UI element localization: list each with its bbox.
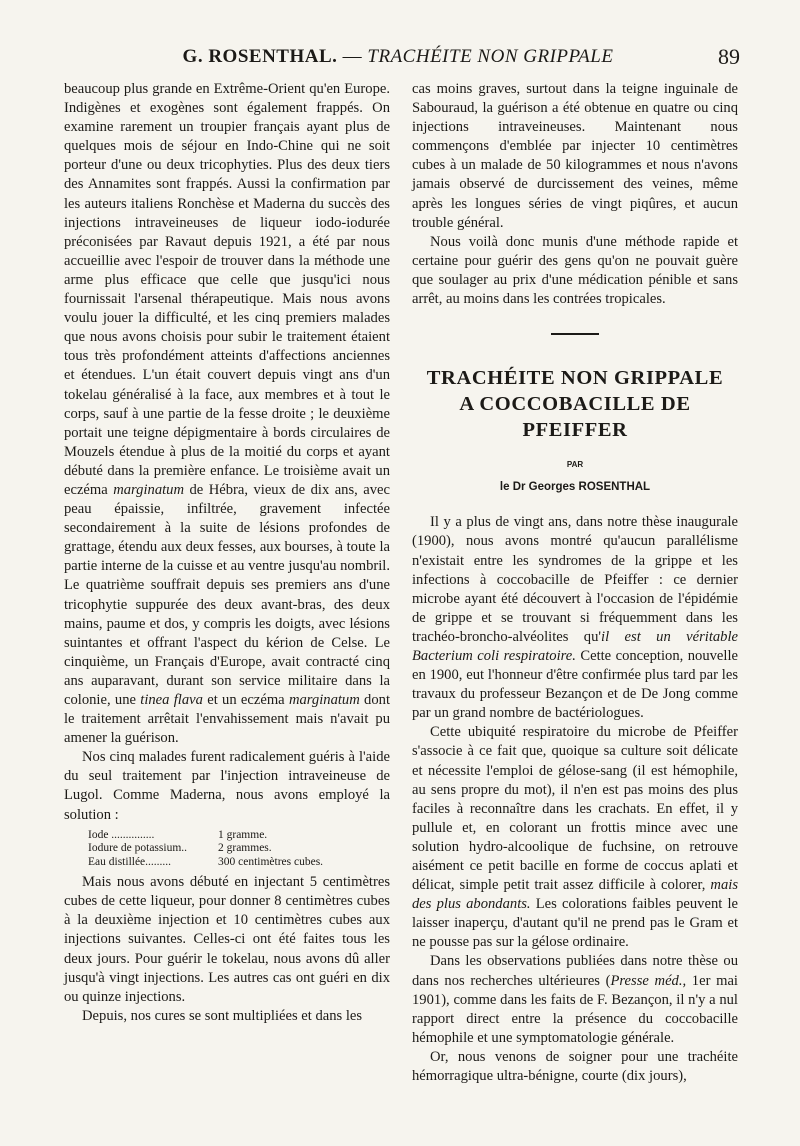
- running-header: [66, 46, 730, 72]
- right-p3-italic: il est un véritable Bacterium coli respiratoire.: [412, 628, 738, 664]
- recipe-list: [88, 829, 390, 870]
- article-title-line-3: PFEIFFER: [522, 419, 628, 442]
- recipe-row: [88, 856, 390, 870]
- left-p1-text-b: de Hébra, vieux de dix ans, avec peau épaissie, infiltrée, gravement infectée secondairement à la suite de lésions profondes de grattage, étendu aux deux fesses, aux bourses, à toute la partie interne de la cuisse et au ventre jusqu'au nombril. Le quatrième souffrait depuis ses premiers ans d'une tricophytie suppurée des deux avant-bras, des deux mains, paume et dos, y compris les doigts, avec lésions suintantes et offrant l'aspect du kérion de Celse. Le cinquième, un Français d'Europe, avait contracté cinq ans auparavant, durant son service militaire dans la colonie, une: [64, 481, 390, 708]
- recipe-item: Iode ...............: [88, 828, 155, 841]
- recipe-qty: 300 centimètres cubes.: [218, 855, 324, 868]
- left-p1-italic-2: tinea flava: [140, 692, 203, 708]
- left-paragraph-2: Nos cinq malades furent radicalement guéris à l'aide du seul traitement par l'injection intraveineuse de Lugol. Comme Maderna, nous avons employé la solution :: [64, 749, 390, 823]
- right-paragraph-6: Or, nous venons de soigner pour une trachéite hémorragique ultra-bénigne, courte (dix jours),: [412, 1048, 738, 1085]
- recipe-qty: 1 gramme.: [218, 828, 268, 841]
- right-p3-text-a: Il y a plus de vingt ans, dans notre thèse inaugurale (1900), nous avons montré qu'aucun parallélisme n'existait entre les syndromes de la grippe et les infections à coccobacille de Pfeiffer : ce dernier microbe ayant été découvert à l'occasion de l'épidémie de grippe et se trouvant si fréquemment dans les trachéo-broncho-alvéolites qu': [412, 514, 738, 645]
- right-p5-text-a: Dans les observations publiées dans notre thèse ou dans nos recherches ultérieures (: [412, 953, 738, 989]
- par-label: PAR: [566, 460, 584, 470]
- right-p4-text-b: Les colorations faibles peuvent le laisser inaperçu, d'autant qu'il ne prend pas le Gram et ne pousse pas sur la gélose ordinaire.: [412, 896, 738, 951]
- right-paragraph-1: cas moins graves, surtout dans la teigne inguinale de Sabouraud, la guérison a été obtenue en quatre ou cinq injections intraveineuses. Maintenant nous commençons d'emblée par injecter 10 centimètres cubes à un malade de 50 kilogrammes et nous n'avons jamais observé de durcissement des veines, même après les longues séries de vingt piqûres, et aucun trouble général.: [412, 81, 738, 231]
- article-title-line-1: TRACHÉITE NON GRIPPALE: [426, 367, 724, 390]
- article-title-line-2: A COCCOBACILLE DE: [459, 393, 691, 416]
- right-p4-italic: mais des plus abondants.: [412, 877, 738, 913]
- left-p1-italic-1: marginatum: [113, 481, 185, 498]
- header-author: G. ROSENTHAL.: [182, 46, 338, 67]
- right-paragraph-3: [412, 513, 738, 723]
- right-p4-text-a: Cette ubiquité respiratoire du microbe de Pfeiffer s'associe à ce fait que, quoique sa culture soit délicate et nécessite l'emploi de gélose-sang (il est hémophile, au sens propre du mot), il n'en est pas moins des plus faciles à reconnaître dans les crachats. En effet, il y pullule et, en colorant un frottis mince avec une solution hydro-alcoolique de fuchsine, on retrouve aisément ce petit bacille en forme de coccus aplati et délicat, simple petit trait assez difficile à colorer,: [412, 724, 738, 894]
- right-p5-text-b: 1er mai 1901), comme dans les faits de F. Bezançon, il n'y a nul rapport direct entre la présence du coccobacille hémophile et une symptomatologie générale.: [412, 972, 738, 1046]
- left-paragraph-1: [64, 80, 390, 748]
- right-column: [412, 80, 738, 1086]
- left-p1-italic-3: marginatum: [288, 692, 360, 708]
- right-p5-italic: Presse méd.,: [610, 972, 687, 989]
- section-divider: [551, 333, 599, 335]
- recipe-row: [88, 829, 390, 843]
- left-p1-text-d: dont le traitement arrêtait l'envahissement mais n'avait pu amener la guérison.: [64, 692, 390, 747]
- recipe-item: Eau distillée.........: [88, 855, 172, 868]
- recipe-item: Iodure de potassium..: [88, 842, 188, 855]
- right-paragraph-2: Nous voilà donc munis d'une méthode rapide et certaine pour guérir des gens qu'on ne pouvait guère que soulager au prix d'une médication pénible et sans arrêt, au moins dans les contrées tropicales.: [412, 233, 738, 308]
- right-p3-text-b: Cette conception, nouvelle en 1900, eut l'honneur d'être confirmée plus tard par les travaux du professeur Bezançon et de De Jong comme par un grand nombre de bactériologues.: [412, 647, 738, 722]
- left-paragraph-4: Depuis, nos cures se sont multipliées et dans les: [82, 1007, 363, 1024]
- header-title: TRACHÉITE NON GRIPPALE: [367, 46, 614, 67]
- recipe-qty: 2 grammes.: [218, 842, 272, 855]
- page-number: 89: [718, 44, 740, 69]
- left-p1-text-c: et un eczéma: [202, 692, 289, 708]
- byline: le Dr Georges ROSENTHAL: [499, 481, 651, 494]
- recipe-row: [88, 842, 390, 856]
- left-paragraph-3: Mais nous avons débuté en injectant 5 centimètres cubes de cette liqueur, pour donner 8 centimètres cubes à la deuxième injection et 10 centimètres cubes aux injections suivantes. Celles-ci ont été faites tous les deux jours. Pour guérir le tokelau, nous avons dû aller jusqu'à vingt injections. Les autres cas ont guéri en dix ou quinze injections.: [64, 874, 390, 1005]
- right-paragraph-4: [412, 723, 738, 952]
- left-column: [64, 80, 390, 1026]
- header-dash: —: [342, 46, 363, 67]
- left-p1-text-a: beaucoup plus grande en Extrême-Orient qu'en Europe. Indigènes et exogènes sont également frappés. On examine rarement un troupier français ayant plus de quelques mois de séjour en Indo-Chine qui ne soit porteur d'une ou deux tricophyties. Plus des deux tiers des Annamites sont frappés. Aussi la confirmation par les auteurs italiens Ronchèse et Maderna du succès des injections intraveineuses de liqueur iodo-iodurée préconisées par Ravaut depuis 1921, a été par nous accueillie avec l'espoir de trouver dans la méthode une arme plus efficace que celle que jusqu'ici nous fournissait l'arsenal thérapeutique. Mais nous avons voulu jouer la difficulté, et les cinq premiers malades que nous avons choisis pour subir le traitement étaient tous très profondément atteints d'affections anciennes et étendues. L'un était couvert depuis vingt ans d'un tokelau généralisé à la face, aux membres et à tout le corps, sauf à une partie de la fesse droite ; le deuxième portait une teigne dépigmentaire à bords circulaires de Mouzels étendue à plus de la moitié du corps et ayant débuté dans la première enfance. Le troisième avait un eczéma: [64, 81, 390, 498]
- article-title: [412, 365, 738, 443]
- right-paragraph-5: [412, 952, 738, 1047]
